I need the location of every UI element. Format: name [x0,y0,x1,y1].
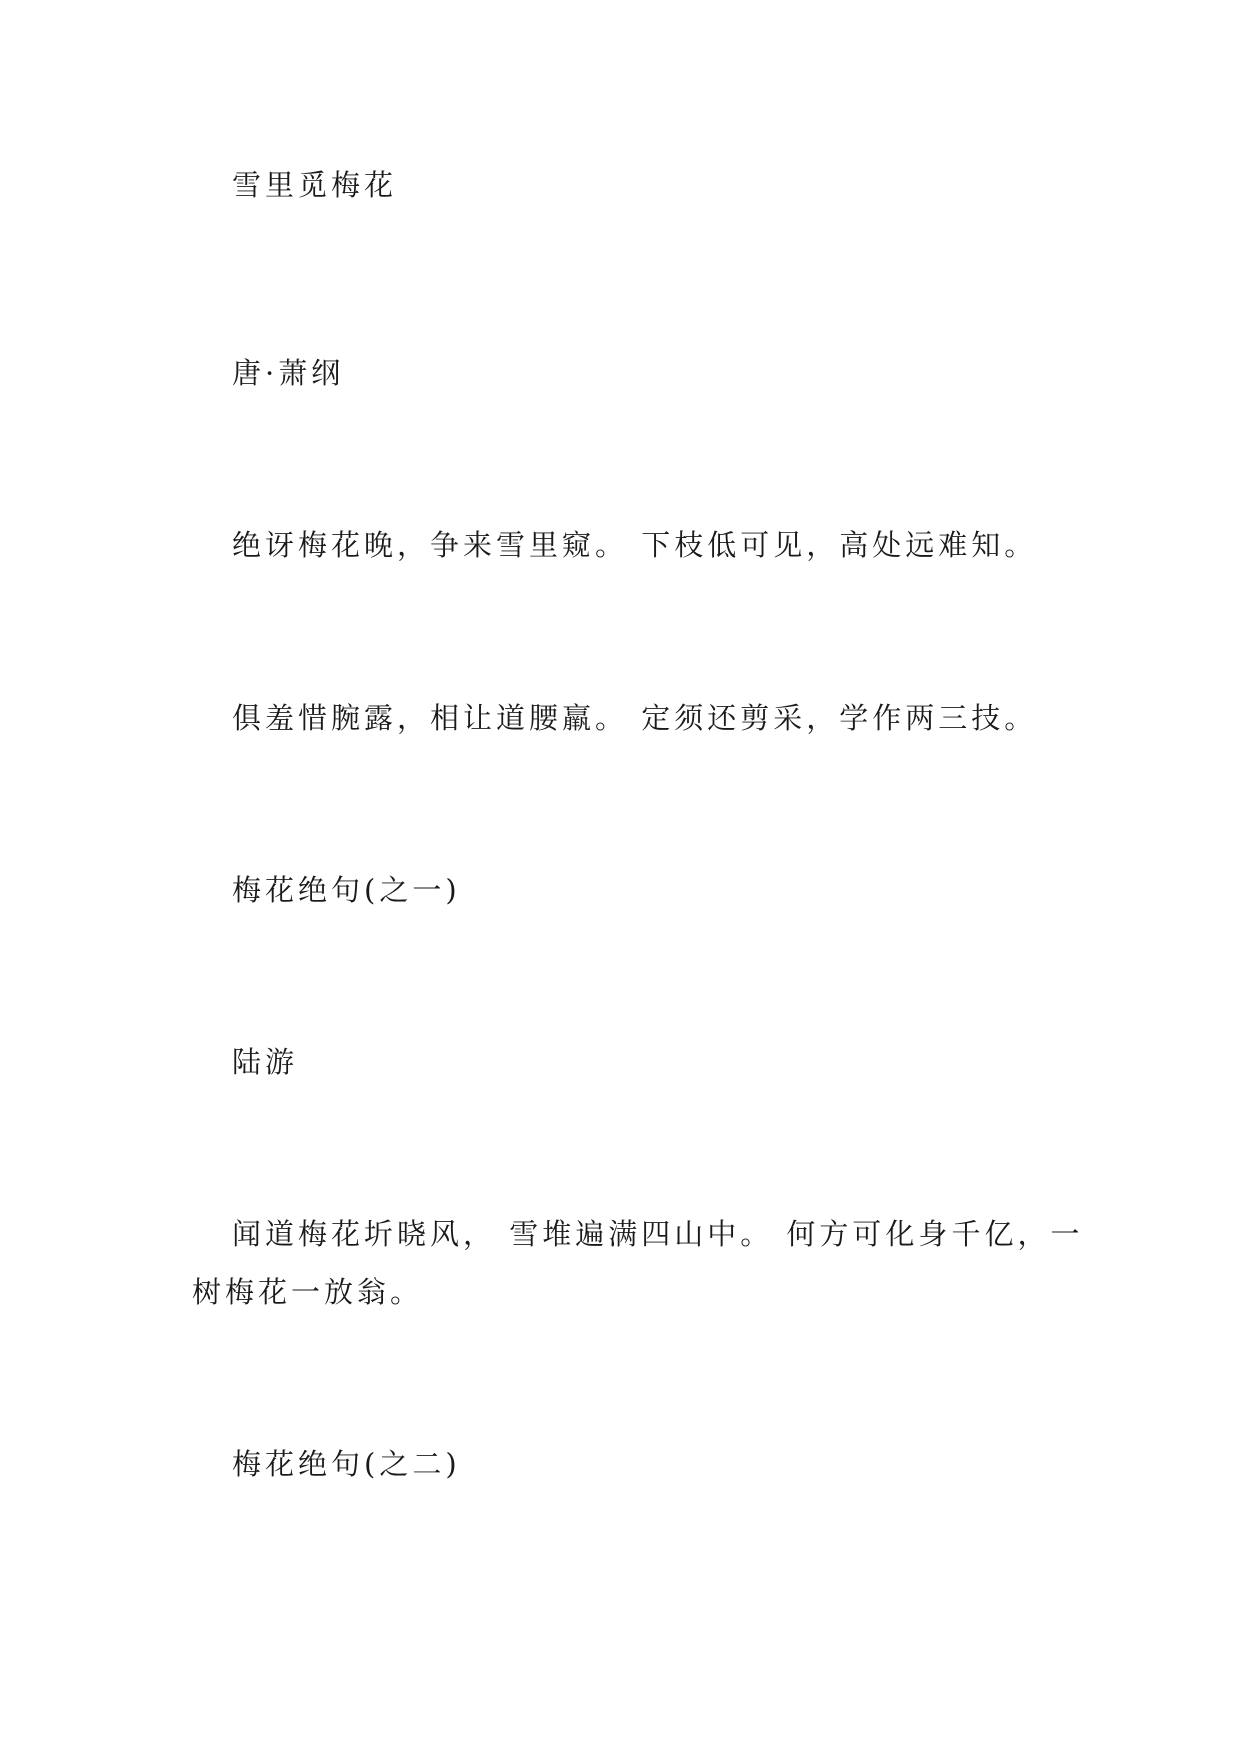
poem-title-1: 雪里觅梅花 [232,168,398,202]
poem-title-2: 梅花绝句(之一) [232,873,461,907]
poem-line-1: 绝讶梅花晚，争来雪里窥。 下枝低可见，高处远难知。 [232,528,1038,562]
poem-line-3: 闻道梅花圻晓风， 雪堆遍满四山中。 何方可化身千亿，一树梅花一放翁。 [192,1217,1084,1309]
poem-title-3: 梅花绝句(之二) [232,1447,461,1481]
poem-author-2: 陆游 [232,1045,299,1079]
poem-line-2: 俱羞惜腕露，相让道腰羸。 定须还剪采，学作两三技。 [232,701,1038,735]
poem-author-1: 唐·萧纲 [232,356,345,390]
